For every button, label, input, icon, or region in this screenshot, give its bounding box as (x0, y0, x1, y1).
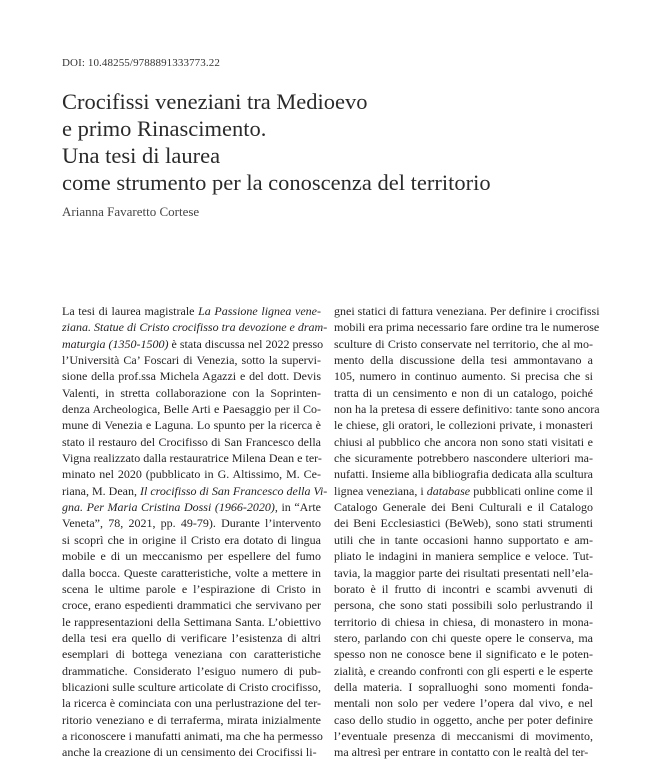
text-run: non ha la pretesa di essere definitivo: tante sono ancora (334, 402, 600, 417)
italic-text: ziana. Statue di Cristo crocifisso tra devozione e dram- (62, 320, 328, 335)
text-line (334, 499, 593, 515)
author-name: Arianna Favaretto Cortese (62, 204, 200, 219)
text-run: minato nel 2020 (pubblicato in G. Altissimo, M. Ce- (62, 467, 321, 482)
text-line (334, 532, 593, 548)
text-line (334, 646, 593, 662)
text-run: utili che in tante occasioni hanno supportato e am- (334, 532, 593, 547)
text-line (62, 712, 321, 728)
text-line (62, 483, 328, 499)
text-run: 105, numero in continuo aumento. Si precisa che si (334, 369, 593, 384)
text-line (62, 744, 321, 760)
text-line (334, 565, 593, 581)
text-line (62, 630, 321, 646)
text-line (62, 303, 321, 319)
text-line (62, 646, 321, 662)
italic-text: database (426, 483, 471, 498)
text-run: dei Beni Ecclesiastici (BeWeb), sono stati strumenti (334, 516, 593, 531)
text-line (62, 663, 321, 679)
body-column-right (334, 303, 600, 761)
text-line (334, 401, 600, 417)
text-run: gnei statici di fattura veneziana. Per definire i crocifissi (334, 304, 600, 318)
doi-label: DOI: 10.48255/9788891333773.22 (62, 57, 220, 69)
text-run: denza Archeologica, Belle Arti e Paesaggio per il Co- (62, 402, 321, 417)
text-line (62, 614, 321, 630)
text-line (62, 450, 321, 466)
article-title (62, 88, 622, 196)
text-line (62, 417, 321, 433)
text-run: ritorio veneziano e di terraferma, mirata inizialmente (62, 712, 321, 727)
title-line: Una tesi di laurea (62, 143, 221, 168)
text-run: sione della prof.ssa Michela Agazzi e del dott. Devis (62, 369, 321, 384)
text-line (62, 352, 321, 368)
text-run: croce, erano espedienti drammatici che servivano per (62, 598, 321, 613)
text-line (334, 319, 600, 335)
text-run: Catalogo Generale dei Beni Culturali e il Catalogo (334, 500, 593, 515)
text-line (334, 712, 593, 728)
text-line (334, 515, 593, 531)
text-run: pubblicati online come il (470, 483, 594, 498)
text-run: riana, M. Dean, (62, 483, 140, 498)
text-run: sculture di Cristo conservate nel territorio, che al mo- (334, 336, 593, 351)
text-run: scena le ultime parole e l’espirazione di Cristo in (62, 581, 321, 596)
text-run: nufatti. Insieme alla bibliografia dedicata alla scultura (334, 467, 593, 482)
text-run: persona, che sono stati possibili solo perlustrando il (334, 598, 593, 613)
text-line (62, 548, 321, 564)
text-line (334, 417, 593, 433)
text-run: caso dello studio in oggetto, anche per poter definire (334, 712, 593, 727)
text-run: a riconoscere i manufatti animati, ma che ha permesso (62, 728, 323, 743)
text-run: territorio di chiesa in chiesa, di monastero in mona- (334, 614, 593, 629)
text-run: chiusi al pubblico che ancora non sono stati visitati e (334, 434, 593, 449)
text-run: blicazioni sulle sculture articolate di Cristo crocifisso, (62, 679, 321, 694)
text-line (62, 499, 321, 515)
text-line (334, 548, 593, 564)
text-run: stato il restauro del Crocifisso di San Francesco della (62, 434, 321, 449)
text-run: dalla bocca. Queste caratteristiche, volte a mettere in (62, 565, 321, 580)
text-line (62, 434, 321, 450)
text-line (62, 401, 321, 417)
text-line (62, 319, 328, 335)
text-run: che sicuramente potrebbero nascondere ulteriori ma- (334, 451, 593, 466)
text-line (334, 466, 593, 482)
text-line (62, 581, 321, 597)
text-run: mobile e di un meccanismo per espellere del fumo (62, 549, 321, 564)
text-line (334, 597, 593, 613)
text-run: esemplari di bottega veneziana con caratteristiche (62, 647, 321, 662)
text-line (334, 679, 593, 695)
text-run: tavia, la maggior parte dei risultati presentati nell’ela- (334, 565, 593, 580)
text-line (62, 679, 321, 695)
text-line (334, 434, 593, 450)
text-run: drammatiche. Considerato l’esiguo numero di pub- (62, 663, 321, 678)
text-line (62, 368, 321, 384)
text-line (334, 663, 593, 679)
text-line (62, 597, 321, 613)
text-run: stero, parlando con chi queste opere le conserva, ma (334, 630, 593, 645)
text-run: lignea veneziana, i (334, 483, 427, 498)
text-line (62, 565, 321, 581)
text-run: l’Università Ca’ Foscari di Venezia, sotto la supervi- (62, 353, 321, 368)
text-line (334, 336, 593, 352)
text-run: , in “Arte (274, 500, 322, 515)
text-run: Veneta”, 78, 2021, pp. 49-79). Durante l’intervento (62, 516, 321, 531)
text-line (334, 450, 593, 466)
text-run: spesso non ne conosce bene il significato e le poten- (334, 647, 593, 662)
text-run: pliato le indagini in maniera semplice e veloce. Tut- (334, 549, 593, 564)
text-run: La tesi di laurea magistrale (62, 304, 199, 318)
text-line (334, 303, 600, 319)
text-line (62, 336, 324, 352)
text-run: Vigna realizzato dalla restauratrice Milena Dean e ter- (62, 451, 322, 466)
text-run: la ricerca è cominciata con una perlustrazione del ter- (62, 696, 321, 711)
title-line: come strumento per la conoscenza del territorio (62, 170, 491, 195)
text-run: anche la creazione di un censimento dei Crocifissi li- (62, 745, 317, 760)
text-line (334, 614, 593, 630)
text-line (334, 630, 593, 646)
text-run: mento della discussione della tesi ammontavano a (334, 353, 593, 368)
text-run: le chiese, gli oratori, le collezioni private, i monasteri (334, 418, 593, 433)
text-line (62, 532, 321, 548)
title-line: Crocifissi veneziani tra Medioevo (62, 89, 368, 114)
text-line (62, 728, 321, 744)
italic-text: Il crocifisso di San Francesco della Vi- (139, 483, 328, 498)
text-run: tratta di un censimento e non di un catalogo, poiché (334, 385, 593, 400)
body-column-left (62, 303, 328, 761)
italic-text: gna. Per Maria Cristina Dossi (1966-2020) (62, 500, 275, 515)
text-run: l’eventuale presenza di meccanismi di movimento, (334, 728, 593, 743)
text-run: della tesi era quello di verificare l’esistenza di altri (62, 630, 321, 645)
italic-text: La Passione lignea vene- (198, 304, 321, 318)
text-run: è stata discussa nel 2022 presso (168, 336, 324, 351)
title-line: e primo Rinascimento. (62, 116, 267, 141)
text-run: borato è il frutto di incontri e scambi avvenuti di (334, 581, 593, 596)
text-line (62, 385, 321, 401)
text-line (62, 515, 321, 531)
text-run: ma altresì per entrare in contatto con le realtà del ter- (334, 745, 589, 760)
text-run: della materia. I sopralluoghi sono momenti fonda- (334, 679, 593, 694)
text-run: Valenti, in stretta collaborazione con la Soprinten- (62, 385, 321, 400)
text-line (334, 744, 593, 760)
text-run: mune di Venezia e Laguna. Lo spunto per la ricerca è (62, 418, 321, 433)
text-line (334, 581, 593, 597)
text-run: si scoprì che in origine il Cristo era dotato di lingua (62, 532, 321, 547)
italic-text: maturgia (1350-1500) (62, 336, 169, 351)
text-line (334, 695, 593, 711)
text-run: mobili era prima necessario fare ordine tra le numerose (334, 320, 600, 335)
text-line (334, 352, 593, 368)
text-line (62, 695, 321, 711)
text-line (334, 483, 593, 499)
text-line (62, 466, 321, 482)
text-run: zialità, e creando confronti con gli esperti e le esperte (334, 663, 593, 678)
text-line (334, 368, 593, 384)
text-line (334, 728, 593, 744)
text-run: mentali non solo per vedere l’opera dal vivo, e nel (334, 696, 593, 711)
text-run: le rappresentazioni della Settimana Santa. L’obiettivo (62, 614, 321, 629)
text-line (334, 385, 593, 401)
